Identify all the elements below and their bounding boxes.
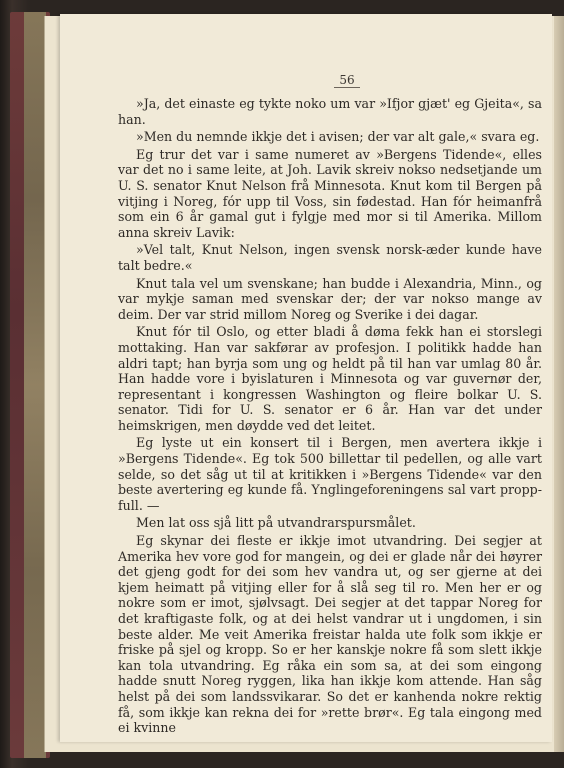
paragraph: Men lat oss sjå litt på utvandrarspursmålet.: [136, 515, 416, 531]
paragraph: Knut fór til Oslo, og etter bladi å døma fekk han ei storslegi mottaking. Han var sakførar av profesjon. I politikk hadde han aldri tapt; han byrja som ung og heldt på til han var umlag 80 år. Han hadde vore i byislaturen i Minnesota og var guvernør der, representant i kongressen Washington og fleire bolkar U. S. senator. Tidi for U. S. senator er 6 år. Han var det under heimskrigen, men døydde ved det leitet.: [118, 324, 542, 433]
right-page-edge: [554, 16, 564, 752]
paragraph: Knut tala vel um svenskane; han budde i Alexandria, Minn., og var mykje saman med svenskar der; der var nokso mange av deim. Der var strid millom Noreg og Sverike i dei dagar.: [118, 275, 542, 322]
page-body: [118, 96, 542, 738]
paragraph: »Vel talt, Knut Nelson, ingen svensk norsk-æder kunde have talt bedre.«: [118, 242, 542, 273]
paragraph: »Ja, det einaste eg tykte noko um var »Ifjor gjæt' eg Gjeita«, sa han.: [118, 96, 542, 127]
paragraph: »Men du nemnde ikkje det i avisen; der var alt gale,« svara eg.: [136, 129, 540, 145]
paragraph: Eg trur det var i same numeret av »Bergens Tidende«, elles var det no i same leite, at Joh. Lavik skreiv nokso nedsetjande um U. S. senator Knut Nelson frå Minnesota. Knut kom til Bergen på vitjing i Noreg, fór upp til Voss, sin fødestad. Han fór heimanfrå som ein 6 år gamal gut i fylgje med mor si til Amerika. Millom anna skreiv Lavik:: [118, 146, 542, 240]
page-number: 56: [334, 73, 360, 88]
paragraph: Eg lyste ut ein konsert til i Bergen, men avertera ikkje i »Bergens Tidende«. Eg tok 500 billettar til pedellen, og alle vart selde, so det såg ut til at kritikken i »Bergens Tidende« var den beste avertering eg kunde få. Ynglingeforeningens sal vart propp-full. —: [118, 435, 542, 513]
paragraph: Eg skynar dei fleste er ikkje imot utvandring. Dei segjer at Amerika hev vore god for mangein, og dei er glade når dei høyrer det gjeng godt for dei som hev vandra ut, og ser gjerne at dei kjem heimatt på vitjing eller for å slå seg til ro. Men her er og nokre som er imot, sjølvsagt. Dei segjer at det tappar Noreg for det kraftigaste folk, og at dei helst vandrar ut i ungdomen, i sin beste alder. Me veit Amerika freistar halda ute folk som ikkje er friske på sjel og kropp. So er her kanskje nokre få som slett ikkje kan tola utvandring. Eg råka ein som sa, at dei som eingong hadde snutt Noreg ryggen, lika han ikkje kom attende. Han såg helst på dei som landssvikarar. So det er kanhenda nokre rektig få, som ikkje kan rekna dei for »rette brør«. Eg tala eingong med ei kvinne: [118, 533, 542, 736]
